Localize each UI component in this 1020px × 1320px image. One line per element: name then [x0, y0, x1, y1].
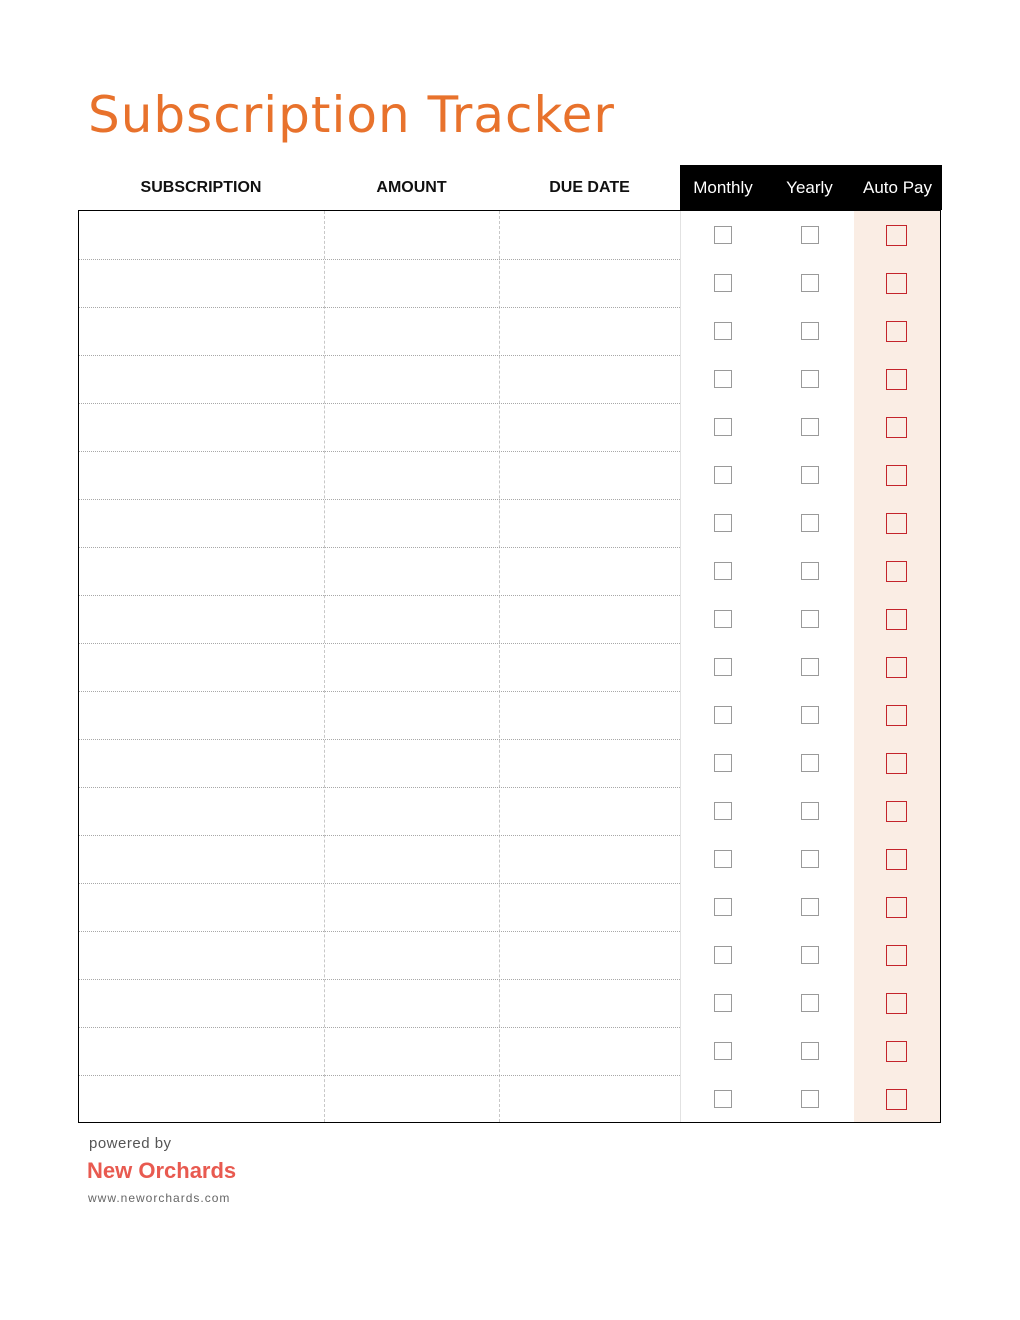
auto-pay-checkbox[interactable] — [886, 609, 907, 630]
row-divider — [79, 355, 680, 356]
yearly-checkbox[interactable] — [801, 946, 819, 964]
column-header-yearly: Yearly — [786, 177, 833, 197]
monthly-checkbox[interactable] — [714, 898, 732, 916]
column-divider — [499, 211, 500, 1122]
monthly-checkbox[interactable] — [714, 562, 732, 580]
yearly-checkbox[interactable] — [801, 898, 819, 916]
row-divider — [79, 499, 680, 500]
row-divider — [79, 451, 680, 452]
auto-pay-checkbox[interactable] — [886, 225, 907, 246]
row-divider — [79, 1075, 680, 1076]
yearly-checkbox[interactable] — [801, 994, 819, 1012]
row-divider — [79, 787, 680, 788]
yearly-checkbox[interactable] — [801, 658, 819, 676]
yearly-checkbox[interactable] — [801, 754, 819, 772]
monthly-checkbox[interactable] — [714, 322, 732, 340]
auto-pay-checkbox[interactable] — [886, 513, 907, 534]
yearly-checkbox[interactable] — [801, 850, 819, 868]
row-divider — [79, 691, 680, 692]
powered-by-label: powered by — [89, 1135, 172, 1152]
monthly-checkbox[interactable] — [714, 1042, 732, 1060]
yearly-checkbox[interactable] — [801, 274, 819, 292]
yearly-checkbox[interactable] — [801, 802, 819, 820]
monthly-checkbox[interactable] — [714, 370, 732, 388]
auto-pay-checkbox[interactable] — [886, 1041, 907, 1062]
row-divider — [79, 979, 680, 980]
monthly-checkbox[interactable] — [714, 946, 732, 964]
yearly-checkbox[interactable] — [801, 466, 819, 484]
auto-pay-checkbox[interactable] — [886, 657, 907, 678]
monthly-checkbox[interactable] — [714, 754, 732, 772]
yearly-checkbox[interactable] — [801, 322, 819, 340]
monthly-checkbox[interactable] — [714, 418, 732, 436]
auto-pay-checkbox[interactable] — [886, 369, 907, 390]
row-divider — [79, 595, 680, 596]
monthly-checkbox[interactable] — [714, 706, 732, 724]
column-divider — [324, 211, 325, 1122]
auto-pay-checkbox[interactable] — [886, 705, 907, 726]
yearly-checkbox[interactable] — [801, 610, 819, 628]
row-divider — [79, 739, 680, 740]
monthly-checkbox[interactable] — [714, 610, 732, 628]
page-title: Subscription Tracker — [88, 86, 615, 144]
auto-pay-checkbox[interactable] — [886, 561, 907, 582]
auto-pay-checkbox[interactable] — [886, 321, 907, 342]
auto-pay-checkbox[interactable] — [886, 273, 907, 294]
column-header-subscription: SUBSCRIPTION — [140, 178, 262, 196]
auto-pay-checkbox[interactable] — [886, 945, 907, 966]
monthly-checkbox[interactable] — [714, 226, 732, 244]
column-header-amount: AMOUNT — [376, 178, 447, 196]
tracker-table — [78, 210, 941, 1123]
auto-pay-checkbox[interactable] — [886, 801, 907, 822]
row-divider — [79, 259, 680, 260]
yearly-checkbox[interactable] — [801, 514, 819, 532]
column-header-auto-pay: Auto Pay — [863, 177, 932, 197]
yearly-checkbox[interactable] — [801, 706, 819, 724]
monthly-checkbox[interactable] — [714, 994, 732, 1012]
row-divider — [79, 835, 680, 836]
yearly-checkbox[interactable] — [801, 562, 819, 580]
auto-pay-checkbox[interactable] — [886, 993, 907, 1014]
row-divider — [79, 643, 680, 644]
monthly-checkbox[interactable] — [714, 658, 732, 676]
monthly-checkbox[interactable] — [714, 1090, 732, 1108]
auto-pay-checkbox[interactable] — [886, 1089, 907, 1110]
monthly-checkbox[interactable] — [714, 850, 732, 868]
auto-pay-checkbox[interactable] — [886, 465, 907, 486]
column-header-due-date: DUE DATE — [549, 178, 630, 196]
brand-logo: New Orchards — [87, 1158, 237, 1183]
auto-pay-checkbox[interactable] — [886, 417, 907, 438]
column-header-monthly: Monthly — [693, 177, 753, 197]
row-divider — [79, 931, 680, 932]
yearly-checkbox[interactable] — [801, 370, 819, 388]
row-divider — [79, 403, 680, 404]
row-divider — [79, 307, 680, 308]
row-divider — [79, 1027, 680, 1028]
monthly-checkbox[interactable] — [714, 514, 732, 532]
row-divider — [79, 547, 680, 548]
auto-pay-checkbox[interactable] — [886, 897, 907, 918]
auto-pay-checkbox[interactable] — [886, 849, 907, 870]
yearly-checkbox[interactable] — [801, 1042, 819, 1060]
auto-pay-checkbox[interactable] — [886, 753, 907, 774]
monthly-checkbox[interactable] — [714, 274, 732, 292]
monthly-checkbox[interactable] — [714, 802, 732, 820]
column-divider — [680, 211, 681, 1122]
yearly-checkbox[interactable] — [801, 418, 819, 436]
row-divider — [79, 883, 680, 884]
brand-url: www.neworchards.com — [88, 1191, 231, 1205]
monthly-checkbox[interactable] — [714, 466, 732, 484]
yearly-checkbox[interactable] — [801, 1090, 819, 1108]
yearly-checkbox[interactable] — [801, 226, 819, 244]
